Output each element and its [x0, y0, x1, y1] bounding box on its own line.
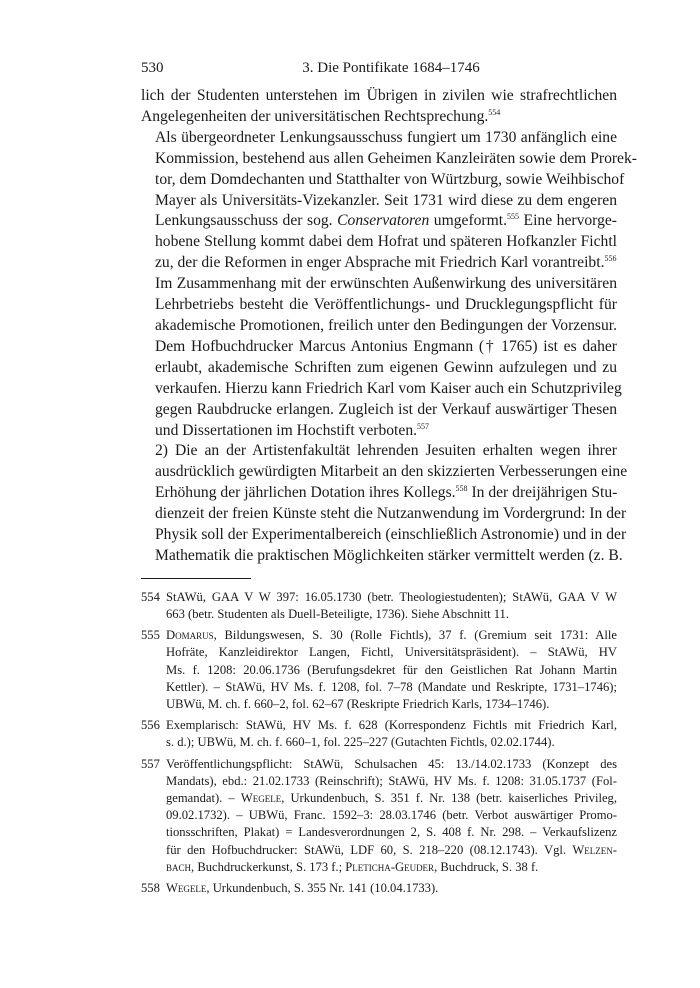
author-name: Pleticha-Geuder: [345, 859, 435, 874]
text-line: erlaubt, akademische Schriften zum eigenen Gewinn aufzulegen und zu: [155, 358, 617, 376]
author-name: bach: [166, 859, 192, 874]
footnote-number: 554: [141, 589, 160, 604]
footnote-line: StAWü, GAA V W 397: 16.05.1730 (betr. Theologiestudenten); StAWü, GAA V W: [166, 589, 617, 604]
text-line: Dem Hofbuchdrucker Marcus Antonius Engmann († 1765) ist es daher: [155, 337, 617, 355]
footnote-555: [141, 627, 617, 713]
italic-term: Conservatoren: [337, 212, 430, 230]
text-run: , Urkundenbuch, S. 355 Nr. 141 (10.04.1733).: [206, 881, 439, 896]
page-header: [141, 60, 617, 86]
footnote-line: [166, 880, 617, 897]
footnote-line: Exemplarisch: StAWü, HV Ms. f. 628 (Korrespondenz Fichtls mit Friedrich Karl,: [166, 718, 617, 733]
text-run: In der dreijährigen Stu-: [467, 484, 618, 502]
footnote-ref-555[interactable]: 555: [507, 212, 519, 222]
text-run: umgeformt.: [429, 212, 507, 230]
text-line: [141, 421, 617, 442]
footnote-text: [166, 756, 617, 876]
text-line: Im Zusammenhang mit der erwünschten Außenwirkung des universitären: [155, 275, 617, 293]
text-line: [141, 107, 617, 128]
text-line: dienzeit der freien Künste steht die Nutzanwendung im Vordergrund: In der: [155, 505, 627, 523]
footnote-number: 555: [141, 628, 160, 643]
footnote-ref-558[interactable]: 558: [455, 484, 468, 494]
footnote-ref-554[interactable]: 554: [488, 107, 501, 117]
footnote-line: Kettler). – StAWü, HV Ms. f. 1208, fol. 7–78 (Mandate und Reskripte, 1731–1746);: [166, 679, 617, 694]
text-line: Mayer als Universitäts-Vizekanzler. Seit 1731 wird diese zu dem engeren: [155, 191, 617, 209]
text-line: [141, 253, 617, 274]
text-line: ausdrücklich gewürdigten Mitarbeit an den skizzierten Verbesserungen eine: [155, 463, 628, 481]
footnote-number: 556: [141, 718, 160, 733]
text-run: Eine hervorge-: [519, 212, 618, 230]
footnote-557: [141, 756, 617, 876]
text-line: gegen Raubdrucke erlangen. Zugleich ist der Verkauf auswärtiger Thesen: [155, 400, 617, 418]
footnote-line: [166, 627, 617, 644]
text-line: [141, 211, 617, 232]
text-line: [141, 483, 617, 504]
footnote-number: 557: [141, 756, 160, 771]
footnote-line: s. d.); UBWü, M. ch. f. 660–1, fol. 225–227 (Gutachten Fichtls, 02.02.1744).: [166, 735, 555, 750]
page-number: 530: [141, 60, 164, 76]
footnote-line: UBWü, M. ch. f. 660–2, fol. 62–67 (Reskripte Friedrich Karls, 1734–1746).: [166, 697, 550, 712]
page: [141, 60, 637, 901]
paragraph-4: [141, 441, 628, 566]
text-run: und Dissertationen im Hochstift verboten.: [155, 421, 418, 439]
footnote-line: [166, 790, 617, 807]
text-run: für den Hofbuchdrucker: StAWü, LDF 60, S. 218–220 (08.12.1743). Vgl.: [166, 842, 573, 857]
text-line: hobene Stellung kommt dabei dem Hofrat und späteren Hofkanzler Fichtl: [155, 233, 617, 251]
paragraph-1: [141, 86, 617, 128]
text-run: zu, der die Reformen in enger Absprache mit Friedrich Karl vorantreibt.: [155, 254, 605, 272]
footnote-separator: [141, 578, 251, 579]
footnote-554: [141, 589, 617, 623]
text-line: lich der Studenten unterstehen im Übrigen in zivilen wie strafrechtlichen: [141, 87, 617, 104]
footnote-text: [166, 627, 617, 713]
text-run: gemandat). –: [166, 791, 241, 806]
text-line: 2) Die an der Artistenfakultät lehrenden Jesuiten erhalten wegen ihrer: [155, 442, 617, 460]
footnote-line: [166, 842, 617, 859]
text-line: verkaufen. Hierzu kann Friedrich Karl vom Kaiser auch ein Schutzprivileg: [155, 379, 622, 397]
text-run: Erhöhung der jährlichen Dotation ihres Kollegs.: [155, 484, 456, 502]
text-run: , Buchdruck, S. 38 f.: [434, 859, 539, 874]
footnote-556: [141, 717, 617, 751]
footnote-text: [166, 880, 617, 897]
text-run: , Bildungswesen, S. 30 (Rolle Fichtls), 37 f. (Gremium seit 1731: Alle: [213, 628, 617, 643]
text-run: , Buchdruckerkunst, S. 173 f.;: [191, 859, 346, 874]
footnote-line: Hofräte, Kanzleidirektor Langen, Fichtl, Universitätspräsident). – StAWü, HV: [166, 645, 617, 660]
footnote-text: [166, 717, 617, 751]
text-line: Als übergeordneter Lenkungsausschuss fungiert um 1730 anfänglich eine: [155, 128, 617, 146]
text-line: Physik soll der Experimentalbereich (einschließlich Astronomie) und in der: [155, 526, 627, 544]
footnotes: [141, 589, 617, 897]
footnote-line: 663 (betr. Studenten als Duell-Beteiligte, 1736). Siehe Abschnitt 11.: [166, 607, 510, 622]
text-line: Mathematik die praktischen Möglichkeiten stärker vermittelt werden (z. B.: [155, 546, 623, 564]
author-name: Welzen-: [572, 842, 617, 857]
text-run: Angelegenheiten der universitätischen Rechtsprechung.: [141, 107, 489, 125]
footnote-558: [141, 880, 617, 897]
footnote-line: tionsschriften, Plakat) = Landesverordnungen 2, S. 408 f. Nr. 298. – Verkaufslizenz: [166, 825, 617, 840]
author-name: Wegele: [166, 881, 207, 896]
author-name: Wegele: [240, 791, 282, 806]
footnote-text: [166, 589, 617, 623]
text-line: akademische Promotionen, freilich unter den Bedingungen der Vorzensur.: [155, 316, 617, 334]
body-text: [141, 86, 637, 567]
footnote-line: Veröffentlichungspflicht: StAWü, Schulsachen 45: 13./14.02.1733 (Konzept des: [166, 756, 617, 771]
author-name: Domarus: [166, 628, 214, 643]
text-run: , Urkundenbuch, S. 351 f. Nr. 138 (betr. kaiserliches Privileg,: [281, 791, 617, 806]
paragraph-3: [141, 274, 622, 441]
footnote-number: 558: [141, 881, 160, 896]
text-line: Kommission, bestehend aus allen Geheimen Kanzleiräten sowie dem Prorek-: [155, 149, 637, 167]
text-run: Lenkungsausschuss der sog.: [155, 212, 338, 230]
running-head: 3. Die Pontifikate 1684–1746: [302, 60, 480, 76]
footnote-ref-557[interactable]: 557: [417, 421, 430, 431]
text-line: tor, dem Domdechanten und Statthalter von Würtzburg, sowie Weihbischof: [155, 170, 625, 188]
paragraph-2: [141, 128, 637, 274]
footnote-line: 09.02.1732). – UBWü, Franc. 1592–3: 28.03.1746 (betr. Verbot auswärtiger Promo-: [166, 808, 617, 823]
footnote-line: Mandats), ebd.: 21.02.1733 (Reinschrift); StAWü, HV Ms. f. 1208: 31.05.1737 (Fol-: [166, 773, 617, 788]
footnote-line: [166, 859, 617, 876]
text-line: Lehrbetriebs besteht die Veröffentlichungs- und Drucklegungspflicht für: [155, 296, 617, 314]
footnote-ref-556[interactable]: 556: [604, 254, 617, 264]
footnote-line: Ms. f. 1208: 20.06.1736 (Berufungsdekret für den Geistlichen Rat Johann Martin: [166, 662, 617, 677]
